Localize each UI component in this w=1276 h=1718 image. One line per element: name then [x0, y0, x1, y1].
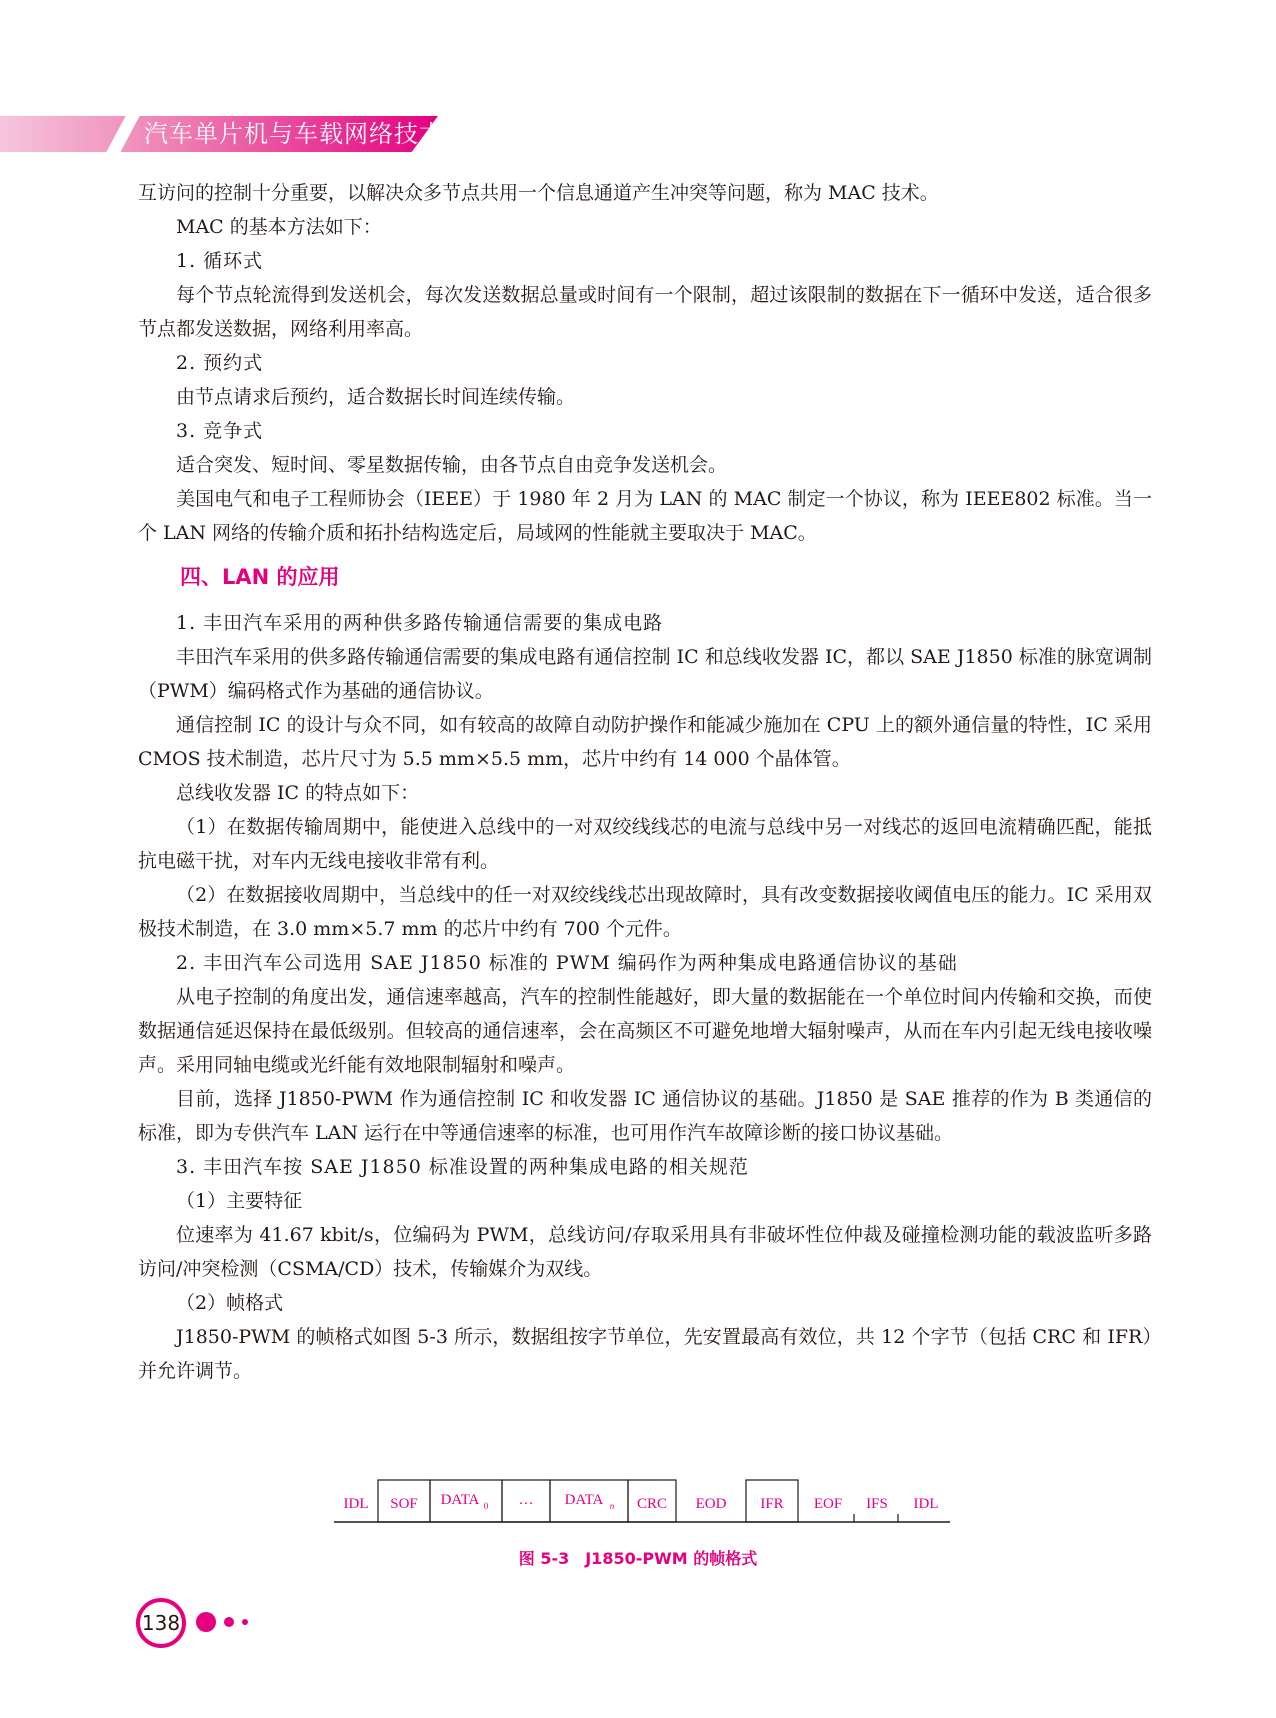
page-body	[138, 176, 1152, 1388]
paragraph: 总线收发器 IC 的特点如下：	[176, 782, 420, 804]
paragraph: J1850-PWM 的帧格式如图 5-3 所示，数据组按字节单位，先安置最高有效位，共 12 个字节（包括 CRC 和 IFR）并允许调节。	[138, 1326, 1152, 1382]
list-heading: 3. 竞争式	[176, 420, 264, 442]
decorative-dot-large	[196, 1612, 216, 1632]
list-heading: 2. 预约式	[176, 352, 264, 374]
paragraph: 互访问的控制十分重要，以解决众多节点共用一个信息通道产生冲突等问题，称为 MAC 技术。	[138, 182, 939, 204]
page-number: 138	[136, 1598, 186, 1648]
figure-caption: 图 5-3 J1850-PWM 的帧格式	[518, 1549, 758, 1568]
field-label-eod: EOD	[695, 1496, 727, 1512]
paragraph: 目前，选择 J1850-PWM 作为通信控制 IC 和收发器 IC 通信协议的基础。J1850 是 SAE 推荐的作为 B 类通信的标准，即为专供汽车 LAN 运行在中等通信速率的标准，也可用作汽车故障诊断的接口协议基础。	[138, 1088, 1152, 1144]
field-label-ifr: IFR	[760, 1496, 784, 1512]
paragraph: （2）在数据接收周期中，当总线中的任一对双绞线线芯出现故障时，具有改变数据接收阈值电压的能力。IC 采用双极技术制造，在 3.0 mm×5.7 mm 的芯片中约有 700 个元件。	[138, 884, 1152, 940]
paragraph: 位速率为 41.67 kbit/s，位编码为 PWM，总线访问/存取采用具有非破坏性位仲裁及碰撞检测功能的载波监听多路访问/冲突检测（CSMA/CD）技术，传输媒介为双线。	[138, 1224, 1152, 1280]
subsection-heading: 3. 丰田汽车按 SAE J1850 标准设置的两种集成电路的相关规范	[176, 1156, 749, 1178]
paragraph: 美国电气和电子工程师协会（IEEE）于 1980 年 2 月为 LAN 的 MAC 制定一个协议，称为 IEEE802 标准。当一个 LAN 网络的传输介质和拓扑结构选定后，局域网的性能就主要取决于 MAC。	[138, 488, 1152, 544]
field-subscript-0: 0	[483, 1501, 489, 1511]
paragraph: （1）在数据传输周期中，能使进入总线中的一对双绞线线芯的电流与总线中另一对线芯的返回电流精确匹配，能抵抗电磁干扰，对车内无线电接收非常有利。	[138, 816, 1152, 872]
paragraph: 由节点请求后预约，适合数据长时间连续传输。	[176, 386, 576, 408]
paragraph: 从电子控制的角度出发，通信速率越高，汽车的控制性能越好，即大量的数据能在一个单位时间内传输和交换，而使数据通信延迟保持在最低级别。但较高的通信速率，会在高频区不可避免地增大辐射噪声，从而在车内引起无线电接收噪声。采用同轴电缆或光纤能有效地限制辐射和噪声。	[138, 986, 1152, 1076]
frame-format-diagram	[330, 1478, 950, 1526]
decorative-dot-small	[242, 1619, 248, 1625]
field-label-data0: DATA	[440, 1492, 480, 1508]
field-label-ellipsis: …	[518, 1492, 534, 1508]
subsection-heading: 1. 丰田汽车采用的两种供多路传输通信需要的集成电路	[176, 612, 664, 634]
subsection-heading: 2. 丰田汽车公司选用 SAE J1850 标准的 PWM 编码作为两种集成电路通信协议的基础	[176, 952, 958, 974]
field-label-eof: EOF	[813, 1496, 843, 1512]
list-heading: （2）帧格式	[176, 1292, 284, 1314]
list-heading: （1）主要特征	[176, 1190, 303, 1212]
paragraph: 适合突发、短时间、零星数据传输，由各节点自由竞争发送机会。	[176, 454, 728, 476]
field-label-sof: SOF	[390, 1496, 418, 1512]
decorative-dot-medium	[224, 1617, 234, 1627]
field-label-crc: CRC	[636, 1496, 668, 1512]
field-label-idl-end: IDL	[913, 1496, 939, 1512]
list-heading: 1. 循环式	[176, 250, 264, 272]
paragraph: MAC 的基本方法如下：	[176, 216, 382, 238]
paragraph: 丰田汽车采用的供多路传输通信需要的集成电路有通信控制 IC 和总线收发器 IC，都以 SAE J1850 标准的脉宽调制（PWM）编码格式作为基础的通信协议。	[138, 646, 1152, 702]
field-subscript-n: n	[609, 1501, 615, 1511]
frame-format-figure	[330, 1478, 950, 1526]
field-label-datan: DATA	[564, 1492, 604, 1508]
field-label-idl-start: IDL	[343, 1496, 369, 1512]
running-header-title: 汽车单片机与车载网络技术	[144, 120, 444, 148]
paragraph: 通信控制 IC 的设计与众不同，如有较高的故障自动防护操作和能减少施加在 CPU 上的额外通信量的特性，IC 采用 CMOS 技术制造，芯片尺寸为 5.5 mm×5.5 mm，芯片中约有 14 000 个晶体管。	[138, 714, 1152, 770]
paragraph: 每个节点轮流得到发送机会，每次发送数据总量或时间有一个限制，超过该限制的数据在下一循环中发送，适合很多节点都发送数据，网络利用率高。	[138, 284, 1152, 340]
section-title: 四、LAN 的应用	[180, 565, 340, 589]
field-label-ifs: IFS	[866, 1496, 888, 1512]
